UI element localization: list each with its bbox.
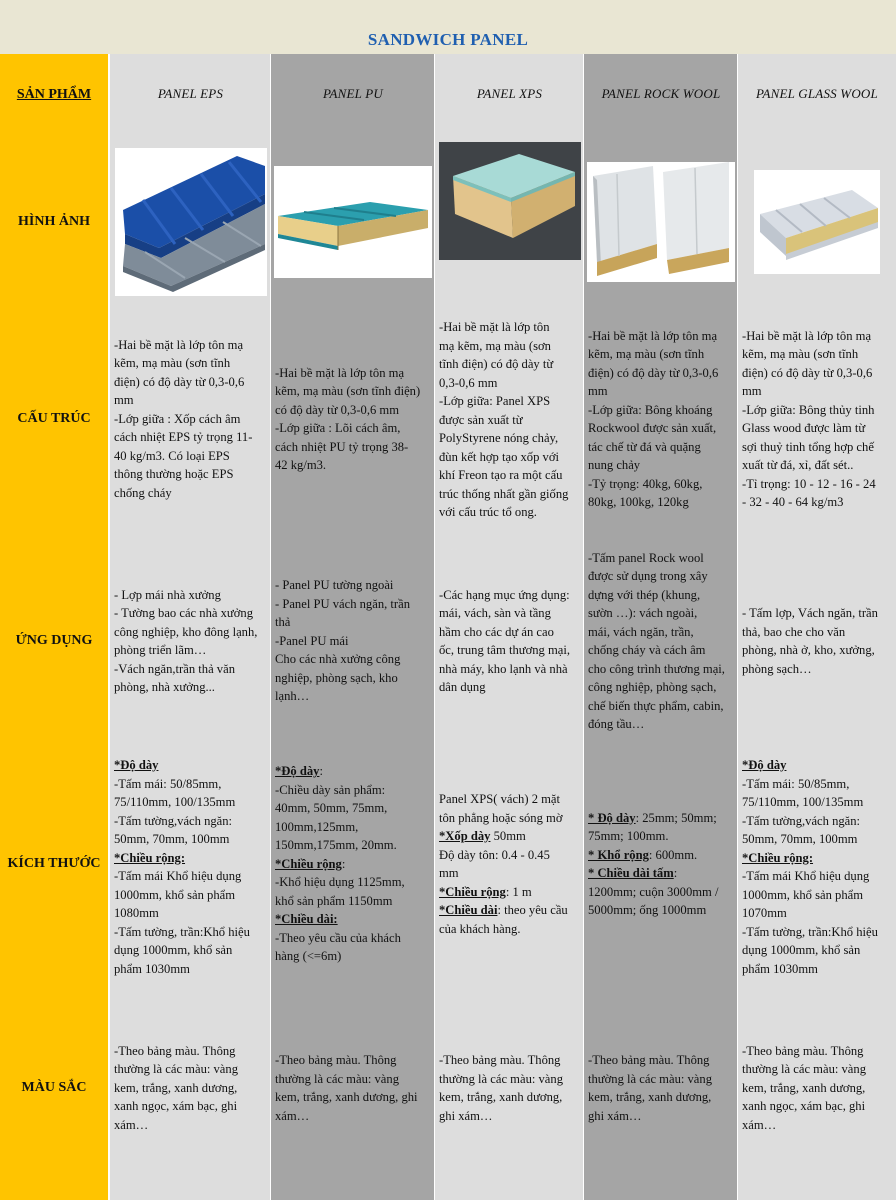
size-line: -Theo yêu cầu của khách bbox=[275, 930, 401, 945]
size-line: 1070mm bbox=[742, 906, 787, 920]
page-title bbox=[0, 0, 896, 54]
size-line: 75mm; 100mm. bbox=[588, 829, 669, 843]
color-panel-eps bbox=[110, 976, 271, 1200]
color-text-glasswool: -Theo bảng màu. Thông thường là các màu: vàng kem, trắng, xanh dương, xanh ngọc, xám bạc, ghi xám… bbox=[742, 1043, 866, 1132]
size-line: phẩm 1030mm bbox=[114, 961, 190, 976]
size-line-heading: *Chiều rộng: bbox=[742, 850, 814, 865]
size-line: Panel XPS( vách) 2 mặt bbox=[439, 792, 561, 806]
row-label-structure: CẤU TRÚC bbox=[0, 308, 108, 530]
size-line bbox=[114, 756, 250, 775]
size-line-heading: *Chiều rộng bbox=[439, 884, 506, 899]
size-line: phẩm 1030mm bbox=[742, 961, 818, 976]
size-panel-eps bbox=[110, 752, 271, 976]
size-line: *Độ dày: bbox=[275, 764, 323, 779]
color-text-pu: -Theo bảng màu. Thông thường là các màu: vàng kem, trắng, xanh dương, ghi xám… bbox=[275, 1053, 418, 1123]
structure-text-glasswool: -Hai bề mặt là lớp tôn mạ kẽm, mạ màu (sơn tĩnh điện) có độ dày từ 0,3-0,6 mm -Lớp giữa: Bông thủy tinh Glass wood được làm từ sợi thuỷ tinh tổng hợp chế xuất từ đá, xỉ, đất sét.. -Tỉ trọng: 10 - 12 - 16 - 24 - 32 - 40 - 64 kg/m3 bbox=[742, 328, 876, 509]
size-line: dụng 1000mm, khổ sản bbox=[742, 943, 861, 957]
size-line: -Tấm tường, trần:Khổ hiệu bbox=[742, 924, 878, 939]
header-panel-pu: PANEL PU bbox=[271, 54, 435, 136]
header-panel-glasswool: PANEL GLASS WOOL bbox=[738, 54, 896, 136]
size-panel-rockwool bbox=[584, 752, 738, 976]
row-label-application: ỨNG DỤNG bbox=[0, 530, 108, 752]
size-line: mm bbox=[439, 866, 459, 880]
size-line-heading: * Độ dày bbox=[588, 810, 636, 825]
structure-panel-rockwool bbox=[584, 308, 738, 530]
color-text-xps: -Theo bảng màu. Thông thường là các màu: vàng kem, trắng, xanh dương, ghi xám… bbox=[439, 1053, 563, 1123]
size-line: 1080mm bbox=[114, 906, 159, 920]
size-line: *Chiều rộng: 1 m bbox=[439, 884, 532, 899]
structure-panel-eps bbox=[110, 308, 271, 530]
color-text-eps: -Theo bảng màu. Thông thường là các màu: vàng kem, trắng, xanh dương, xanh ngọc, xám bạc, ghi xám… bbox=[114, 1043, 238, 1132]
size-line: -Khổ hiệu dụng 1125mm, bbox=[275, 875, 405, 890]
size-line: 1000mm, khổ sản phẩm bbox=[742, 887, 864, 902]
application-text-xps: -Các hạng mục ứng dụng: mái, vách, sàn và tầng hầm cho các dự án cao ốc, trung tâm thương mại, nhà máy, kho lạnh và nhà dân dụng bbox=[439, 587, 571, 694]
size-line: -Tấm tường,vách ngăn: bbox=[742, 813, 861, 828]
divider bbox=[270, 54, 271, 1200]
size-line: * Độ dày: 25mm; 50mm; bbox=[588, 810, 717, 825]
size-line: 50mm, 70mm, 100mm bbox=[742, 832, 858, 846]
panel-glasswool-image bbox=[754, 170, 880, 274]
panel-eps-image bbox=[115, 148, 267, 296]
application-panel-rockwool bbox=[584, 530, 738, 752]
size-line-heading: *Chiều dài bbox=[439, 903, 498, 917]
size-line: -Tấm mái: 50/85mm, bbox=[742, 776, 850, 791]
size-line-heading: * Khổ rộng bbox=[588, 847, 649, 862]
size-line: * Chiều dài tấm: bbox=[588, 866, 678, 880]
application-text-pu: - Panel PU tường ngoài - Panel PU vách ngăn, trần thả -Panel PU mái Cho các nhà xưởng công nghiệp, phòng sạch, kho lạnh… bbox=[275, 578, 410, 704]
size-line: *Xốp dày 50mm bbox=[439, 829, 526, 843]
size-line: -Chiều dày sản phẩm: bbox=[275, 782, 386, 797]
application-panel-eps bbox=[110, 530, 271, 752]
size-line: -Tấm tường, trần:Khổ hiệu bbox=[114, 924, 250, 939]
structure-panel-xps bbox=[435, 308, 584, 530]
size-line: 40mm, 50mm, 75mm, bbox=[275, 801, 388, 816]
row-label-color: MÀU SẮC bbox=[0, 976, 108, 1200]
size-list-rockwool bbox=[588, 809, 718, 920]
image-panel-rockwool bbox=[584, 136, 738, 308]
header-panel-eps: PANEL EPS bbox=[110, 54, 271, 136]
color-text-rockwool: -Theo bảng màu. Thông thường là các màu: vàng kem, trắng, xanh dương, ghi xám… bbox=[588, 1053, 712, 1123]
application-text-glasswool: - Tấm lợp, Vách ngăn, trần thả, bao che cho văn phòng, nhà ở, kho, xưởng, phòng sạch… bbox=[742, 606, 878, 676]
header-panel-xps: PANEL XPS bbox=[435, 54, 584, 136]
application-panel-pu bbox=[271, 530, 435, 752]
color-panel-xps bbox=[435, 976, 584, 1200]
size-line-heading: *Độ dày bbox=[275, 764, 320, 779]
size-line: 50mm, 70mm, 100mm bbox=[114, 832, 230, 846]
structure-text-xps: -Hai bề mặt là lớp tôn mạ kẽm, mạ màu (sơn tĩnh điện) có độ dày từ 0,3-0,6 mm -Lớp giữa: Panel XPS được sản xuất từ PolyStyrene nóng chảy, đùn kết hợp tạo xốp với khí Freon tạo ra một cấu trúc thống nhất gần giống với cấu trúc tổ ong. bbox=[439, 320, 569, 519]
size-line: -Tấm tường,vách ngăn: bbox=[114, 813, 233, 828]
panel-xps-image bbox=[439, 142, 581, 260]
size-line-heading: *Độ dày bbox=[114, 758, 159, 772]
color-panel-glasswool bbox=[738, 976, 896, 1200]
application-panel-xps bbox=[435, 530, 584, 752]
size-line: -Tấm mái Khổ hiệu dụng bbox=[114, 869, 242, 883]
row-label-header: SẢN PHẨM bbox=[0, 54, 108, 136]
row-label-image: HÌNH ẢNH bbox=[0, 136, 108, 308]
size-line: *Chiều dài: theo yêu cầu bbox=[439, 903, 568, 917]
size-line: -Tấm mái: 50/85mm, bbox=[114, 776, 222, 791]
header-panel-rockwool: PANEL ROCK WOOL bbox=[584, 54, 738, 136]
size-line: của khách hàng. bbox=[439, 921, 521, 936]
size-line-heading: * Chiều dài tấm bbox=[588, 866, 674, 880]
size-panel-xps bbox=[435, 752, 584, 976]
size-panel-glasswool bbox=[738, 752, 896, 976]
application-text-rockwool: -Tấm panel Rock wool được sử dụng trong xây dựng với thép (khung, sườn …): vách ngoài, mái, vách ngăn, trần, chống cháy và cách âm cho công trình thương mại, công nghiệp, phòng sạch, chế biến thực phẩm, cabin, đóng tầu… bbox=[588, 550, 725, 731]
application-text-eps: - Lợp mái nhà xưởng - Tường bao các nhà xưởng công nghiệp, kho đông lạnh, phòng triển lãm… -Vách ngăn,trần thả văn phòng, nhà xưởng... bbox=[114, 587, 258, 694]
structure-panel-glasswool bbox=[738, 308, 896, 530]
size-line bbox=[742, 756, 878, 775]
structure-text-eps: -Hai bề mặt là lớp tôn mạ kẽm, mạ màu (sơn tĩnh điện) có độ dày từ 0,3-0,6 mm -Lớp giữa : Xốp cách âm cách nhiệt EPS tỷ trọng 11- 40 kg/m3. Có loại EPS thông thường hoặc EPS chống cháy bbox=[114, 337, 253, 500]
structure-text-pu: -Hai bề mặt là lớp tôn mạ kẽm, mạ màu (sơn tĩnh điện) có độ dày từ 0,3-0,6 mm -Lớp giữa : Lõi cách âm, cách nhiệt PU tỷ trọng 38- 42 kg/m3. bbox=[275, 365, 421, 472]
size-line: tôn phẳng hoặc sóng mờ bbox=[439, 810, 563, 825]
size-line: 75/110mm, 100/135mm bbox=[742, 795, 864, 809]
size-line: * Khổ rộng: 600mm. bbox=[588, 847, 698, 862]
size-line: hàng (<=6m) bbox=[275, 949, 342, 964]
size-line: *Chiều rộng: bbox=[275, 856, 346, 871]
title-text: SANDWICH PANEL bbox=[367, 30, 529, 49]
color-panel-pu bbox=[271, 976, 435, 1200]
divider bbox=[583, 54, 584, 1200]
size-line: 5000mm; ống 1000mm bbox=[588, 903, 707, 917]
size-line-heading: *Chiều dài: bbox=[275, 912, 338, 927]
size-line bbox=[114, 849, 250, 868]
color-panel-rockwool bbox=[584, 976, 738, 1200]
row-label-size: KÍCH THƯỚC bbox=[0, 752, 108, 976]
size-line: 1000mm, khổ sản phẩm bbox=[114, 887, 236, 902]
size-line: 75/110mm, 100/135mm bbox=[114, 795, 236, 809]
image-panel-eps bbox=[110, 136, 271, 308]
size-list-xps bbox=[439, 790, 568, 938]
size-list-pu bbox=[275, 762, 405, 966]
size-line: 100mm,125mm, bbox=[275, 819, 359, 834]
panel-pu-image bbox=[274, 166, 432, 278]
size-line-heading: *Độ dày bbox=[742, 758, 787, 772]
size-line-heading: *Chiều rộng: bbox=[114, 850, 186, 865]
size-line: dụng 1000mm, khổ sản bbox=[114, 943, 233, 957]
image-panel-pu bbox=[271, 136, 435, 308]
size-line bbox=[742, 849, 878, 868]
size-line-heading: *Chiều rộng bbox=[275, 856, 342, 871]
size-list-glasswool bbox=[742, 756, 878, 976]
application-panel-glasswool bbox=[738, 530, 896, 752]
size-line bbox=[275, 910, 405, 929]
divider bbox=[108, 54, 110, 1200]
image-panel-glasswool bbox=[738, 136, 896, 308]
structure-panel-pu bbox=[271, 308, 435, 530]
size-line: khổ sản phẩm 1150mm bbox=[275, 893, 393, 908]
size-line: 1200mm; cuộn 3000mm / bbox=[588, 884, 719, 899]
size-list-eps bbox=[114, 756, 250, 976]
size-line: -Tấm mái Khổ hiệu dụng bbox=[742, 869, 870, 883]
divider bbox=[434, 54, 435, 1200]
size-line: Độ dày tôn: 0.4 - 0.45 bbox=[439, 847, 550, 862]
size-line-heading: *Xốp dày bbox=[439, 829, 491, 843]
size-line: 150mm,175mm, 20mm. bbox=[275, 838, 397, 853]
structure-text-rockwool: -Hai bề mặt là lớp tôn mạ kẽm, mạ màu (sơn tĩnh điện) có độ dày từ 0,3-0,6 mm -Lớp giữa: Bông khoáng Rockwool được sản xuất, tác chế từ đá và quặng nung chảy -Tỷ trọng: 40kg, 60kg, 80kg, 100kg, 120kg bbox=[588, 328, 719, 509]
divider bbox=[737, 54, 738, 1200]
image-panel-xps bbox=[435, 136, 584, 308]
size-panel-pu bbox=[271, 752, 435, 976]
panel-rockwool-image bbox=[587, 162, 735, 282]
